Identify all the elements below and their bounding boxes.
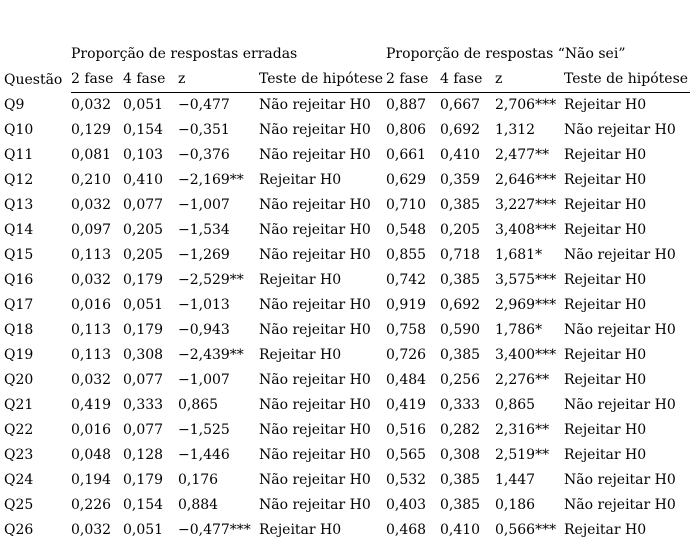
erradas-z-cell: −0,376	[178, 147, 230, 163]
erradas-2fase-cell: 0,032	[71, 272, 112, 288]
question-cell: Q20	[4, 372, 34, 388]
naosei-4fase-cell: 0,385	[440, 197, 481, 213]
erradas-2fase-cell: 0,226	[71, 497, 112, 513]
erradas-teste-cell: Não rejeitar H0	[259, 197, 371, 213]
naosei-z-cell: 1,312	[495, 122, 536, 138]
erradas-2fase-cell: 0,032	[71, 522, 112, 538]
erradas-teste-cell: Não rejeitar H0	[259, 322, 371, 338]
naosei-z-cell: 2,276**	[495, 372, 550, 388]
naosei-4fase-cell: 0,590	[440, 322, 481, 338]
erradas-4fase-cell: 0,179	[123, 322, 164, 338]
naosei-z-cell: 3,400***	[495, 347, 557, 363]
table-row	[4, 93, 690, 119]
question-cell: Q23	[4, 447, 34, 463]
naosei-teste-cell: Rejeitar H0	[564, 147, 647, 163]
table-row	[4, 418, 690, 443]
col-header-naosei-2fase: 2 fase	[386, 67, 440, 93]
col-header-erradas-z: z	[178, 67, 259, 93]
naosei-teste-cell: Rejeitar H0	[564, 172, 647, 188]
naosei-teste-cell: Rejeitar H0	[564, 522, 647, 538]
erradas-4fase-cell: 0,333	[123, 397, 164, 413]
erradas-2fase-cell: 0,113	[71, 247, 112, 263]
naosei-4fase-cell: 0,333	[440, 397, 481, 413]
naosei-4fase-cell: 0,385	[440, 272, 481, 288]
erradas-2fase-cell: 0,194	[71, 472, 112, 488]
naosei-teste-cell: Rejeitar H0	[564, 447, 647, 463]
col-header-naosei-teste: Teste de hipótese	[564, 67, 690, 93]
question-cell: Q17	[4, 297, 34, 313]
erradas-4fase-cell: 0,051	[123, 297, 164, 313]
naosei-z-cell: 0,186	[495, 497, 536, 513]
table-row	[4, 268, 690, 293]
table-row	[4, 243, 690, 268]
erradas-teste-cell: Não rejeitar H0	[259, 122, 371, 138]
erradas-2fase-cell: 0,129	[71, 122, 112, 138]
erradas-2fase-cell: 0,113	[71, 322, 112, 338]
table-row	[4, 168, 690, 193]
naosei-teste-cell: Não rejeitar H0	[564, 497, 676, 513]
erradas-z-cell: −1,525	[178, 422, 230, 438]
naosei-4fase-cell: 0,282	[440, 422, 481, 438]
erradas-z-cell: −2,439**	[178, 347, 244, 363]
results-table	[4, 42, 690, 543]
naosei-4fase-cell: 0,385	[440, 497, 481, 513]
naosei-teste-cell: Não rejeitar H0	[564, 247, 676, 263]
naosei-teste-cell: Rejeitar H0	[564, 347, 647, 363]
naosei-teste-cell: Rejeitar H0	[564, 297, 647, 313]
table-row	[4, 518, 690, 543]
question-cell: Q15	[4, 247, 34, 263]
erradas-z-cell: −1,534	[178, 222, 230, 238]
question-cell: Q25	[4, 497, 34, 513]
naosei-2fase-cell: 0,419	[386, 397, 427, 413]
erradas-4fase-cell: 0,179	[123, 272, 164, 288]
erradas-teste-cell: Não rejeitar H0	[259, 422, 371, 438]
erradas-teste-cell: Não rejeitar H0	[259, 497, 371, 513]
naosei-4fase-cell: 0,205	[440, 222, 481, 238]
naosei-4fase-cell: 0,359	[440, 172, 481, 188]
erradas-2fase-cell: 0,032	[71, 197, 112, 213]
col-header-erradas-4fase: 4 fase	[123, 67, 178, 93]
erradas-4fase-cell: 0,154	[123, 497, 164, 513]
erradas-z-cell: −1,007	[178, 372, 230, 388]
naosei-z-cell: 3,575***	[495, 272, 557, 288]
question-cell: Q14	[4, 222, 34, 238]
erradas-z-cell: −0,351	[178, 122, 230, 138]
erradas-teste-cell: Rejeitar H0	[259, 172, 342, 188]
naosei-z-cell: 0,566***	[495, 522, 557, 538]
question-cell: Q12	[4, 172, 34, 188]
erradas-teste-cell: Não rejeitar H0	[259, 397, 371, 413]
table-row	[4, 393, 690, 418]
erradas-z-cell: −2,529**	[178, 272, 244, 288]
naosei-z-cell: 3,408***	[495, 222, 557, 238]
erradas-4fase-cell: 0,410	[123, 172, 164, 188]
naosei-z-cell: 2,477**	[495, 147, 550, 163]
naosei-4fase-cell: 0,385	[440, 347, 481, 363]
table-row	[4, 493, 690, 518]
naosei-2fase-cell: 0,403	[386, 497, 427, 513]
naosei-teste-cell: Rejeitar H0	[564, 422, 647, 438]
question-cell: Q21	[4, 397, 34, 413]
naosei-teste-cell: Não rejeitar H0	[564, 472, 676, 488]
erradas-4fase-cell: 0,154	[123, 122, 164, 138]
erradas-2fase-cell: 0,016	[71, 297, 112, 313]
naosei-teste-cell: Não rejeitar H0	[564, 122, 676, 138]
erradas-2fase-cell: 0,419	[71, 397, 112, 413]
erradas-z-cell: 0,884	[178, 497, 219, 513]
naosei-2fase-cell: 0,855	[386, 247, 427, 263]
erradas-z-cell: −2,169**	[178, 172, 244, 188]
erradas-z-cell: −1,013	[178, 297, 230, 313]
naosei-z-cell: 2,706***	[495, 97, 557, 113]
erradas-teste-cell: Rejeitar H0	[259, 272, 342, 288]
erradas-4fase-cell: 0,179	[123, 472, 164, 488]
erradas-z-cell: −0,943	[178, 322, 230, 338]
naosei-z-cell: 2,519**	[495, 447, 550, 463]
erradas-teste-cell: Não rejeitar H0	[259, 297, 371, 313]
naosei-teste-cell: Não rejeitar H0	[564, 397, 676, 413]
erradas-teste-cell: Rejeitar H0	[259, 347, 342, 363]
table-row	[4, 343, 690, 368]
naosei-2fase-cell: 0,468	[386, 522, 427, 538]
erradas-teste-cell: Não rejeitar H0	[259, 97, 371, 113]
table-row	[4, 143, 690, 168]
erradas-z-cell: 0,176	[178, 472, 219, 488]
naosei-teste-cell: Rejeitar H0	[564, 197, 647, 213]
erradas-teste-cell: Não rejeitar H0	[259, 247, 371, 263]
naosei-teste-cell: Rejeitar H0	[564, 222, 647, 238]
question-cell: Q9	[4, 96, 25, 113]
col-header-naosei-4fase: 4 fase	[440, 67, 495, 93]
naosei-z-cell: 2,969***	[495, 297, 557, 313]
erradas-2fase-cell: 0,210	[71, 172, 112, 188]
group-header-erradas: Proporção de respostas erradas	[71, 46, 298, 62]
col-header-erradas-2fase: 2 fase	[71, 67, 123, 93]
erradas-2fase-cell: 0,032	[71, 97, 112, 113]
question-cell: Q18	[4, 322, 34, 338]
naosei-z-cell: 2,646***	[495, 172, 557, 188]
naosei-2fase-cell: 0,484	[386, 372, 427, 388]
naosei-teste-cell: Não rejeitar H0	[564, 322, 676, 338]
table-row	[4, 293, 690, 318]
naosei-teste-cell: Rejeitar H0	[564, 97, 647, 113]
table-row	[4, 318, 690, 343]
question-cell: Q26	[4, 522, 34, 538]
naosei-2fase-cell: 0,758	[386, 322, 427, 338]
erradas-4fase-cell: 0,077	[123, 422, 164, 438]
table-row	[4, 443, 690, 468]
erradas-z-cell: 0,865	[178, 397, 219, 413]
header-group-row	[4, 42, 690, 67]
erradas-4fase-cell: 0,077	[123, 197, 164, 213]
naosei-teste-cell: Rejeitar H0	[564, 272, 647, 288]
naosei-2fase-cell: 0,661	[386, 147, 427, 163]
naosei-4fase-cell: 0,410	[440, 147, 481, 163]
erradas-2fase-cell: 0,032	[71, 372, 112, 388]
col-header-erradas-teste: Teste de hipótese	[259, 67, 386, 93]
erradas-4fase-cell: 0,205	[123, 222, 164, 238]
naosei-2fase-cell: 0,532	[386, 472, 427, 488]
erradas-z-cell: −1,007	[178, 197, 230, 213]
naosei-4fase-cell: 0,410	[440, 522, 481, 538]
naosei-2fase-cell: 0,629	[386, 172, 427, 188]
naosei-2fase-cell: 0,516	[386, 422, 427, 438]
erradas-2fase-cell: 0,016	[71, 422, 112, 438]
erradas-teste-cell: Não rejeitar H0	[259, 447, 371, 463]
question-cell: Q16	[4, 272, 34, 288]
erradas-teste-cell: Rejeitar H0	[259, 522, 342, 538]
naosei-4fase-cell: 0,667	[440, 97, 481, 113]
naosei-2fase-cell: 0,565	[386, 447, 427, 463]
naosei-4fase-cell: 0,385	[440, 472, 481, 488]
table-row	[4, 118, 690, 143]
erradas-4fase-cell: 0,128	[123, 447, 164, 463]
table-row	[4, 368, 690, 393]
erradas-2fase-cell: 0,081	[71, 147, 112, 163]
question-cell: Q24	[4, 472, 34, 488]
naosei-2fase-cell: 0,919	[386, 297, 427, 313]
erradas-4fase-cell: 0,077	[123, 372, 164, 388]
erradas-teste-cell: Não rejeitar H0	[259, 147, 371, 163]
naosei-4fase-cell: 0,718	[440, 247, 481, 263]
naosei-z-cell: 2,316**	[495, 422, 550, 438]
naosei-2fase-cell: 0,887	[386, 97, 427, 113]
erradas-4fase-cell: 0,051	[123, 522, 164, 538]
erradas-z-cell: −1,269	[178, 247, 230, 263]
question-cell: Q19	[4, 347, 34, 363]
question-cell: Q10	[4, 122, 34, 138]
erradas-4fase-cell: 0,103	[123, 147, 164, 163]
naosei-z-cell: 1,681*	[495, 247, 543, 263]
erradas-z-cell: −0,477***	[178, 522, 251, 538]
table-row	[4, 468, 690, 493]
erradas-2fase-cell: 0,048	[71, 447, 112, 463]
naosei-4fase-cell: 0,692	[440, 297, 481, 313]
naosei-2fase-cell: 0,548	[386, 222, 427, 238]
erradas-teste-cell: Não rejeitar H0	[259, 222, 371, 238]
naosei-2fase-cell: 0,742	[386, 272, 427, 288]
erradas-4fase-cell: 0,308	[123, 347, 164, 363]
erradas-teste-cell: Não rejeitar H0	[259, 372, 371, 388]
erradas-4fase-cell: 0,051	[123, 97, 164, 113]
naosei-z-cell: 0,865	[495, 397, 536, 413]
naosei-z-cell: 1,447	[495, 472, 536, 488]
erradas-z-cell: −0,477	[178, 97, 230, 113]
naosei-2fase-cell: 0,806	[386, 122, 427, 138]
naosei-2fase-cell: 0,726	[386, 347, 427, 363]
erradas-4fase-cell: 0,205	[123, 247, 164, 263]
naosei-z-cell: 1,786*	[495, 322, 543, 338]
erradas-2fase-cell: 0,113	[71, 347, 112, 363]
erradas-2fase-cell: 0,097	[71, 222, 112, 238]
question-cell: Q13	[4, 197, 34, 213]
erradas-z-cell: −1,446	[178, 447, 230, 463]
naosei-teste-cell: Rejeitar H0	[564, 372, 647, 388]
naosei-4fase-cell: 0,256	[440, 372, 481, 388]
table-row	[4, 218, 690, 243]
header-sub-row	[4, 67, 690, 93]
naosei-4fase-cell: 0,692	[440, 122, 481, 138]
questao-header: Questão	[4, 71, 63, 88]
col-header-naosei-z: z	[495, 67, 564, 93]
naosei-4fase-cell: 0,308	[440, 447, 481, 463]
group-header-naosei: Proporção de respostas “Não sei”	[386, 46, 626, 62]
question-cell: Q11	[4, 147, 34, 163]
table-row	[4, 193, 690, 218]
erradas-teste-cell: Não rejeitar H0	[259, 472, 371, 488]
question-cell: Q22	[4, 422, 34, 438]
naosei-2fase-cell: 0,710	[386, 197, 427, 213]
naosei-z-cell: 3,227***	[495, 197, 557, 213]
